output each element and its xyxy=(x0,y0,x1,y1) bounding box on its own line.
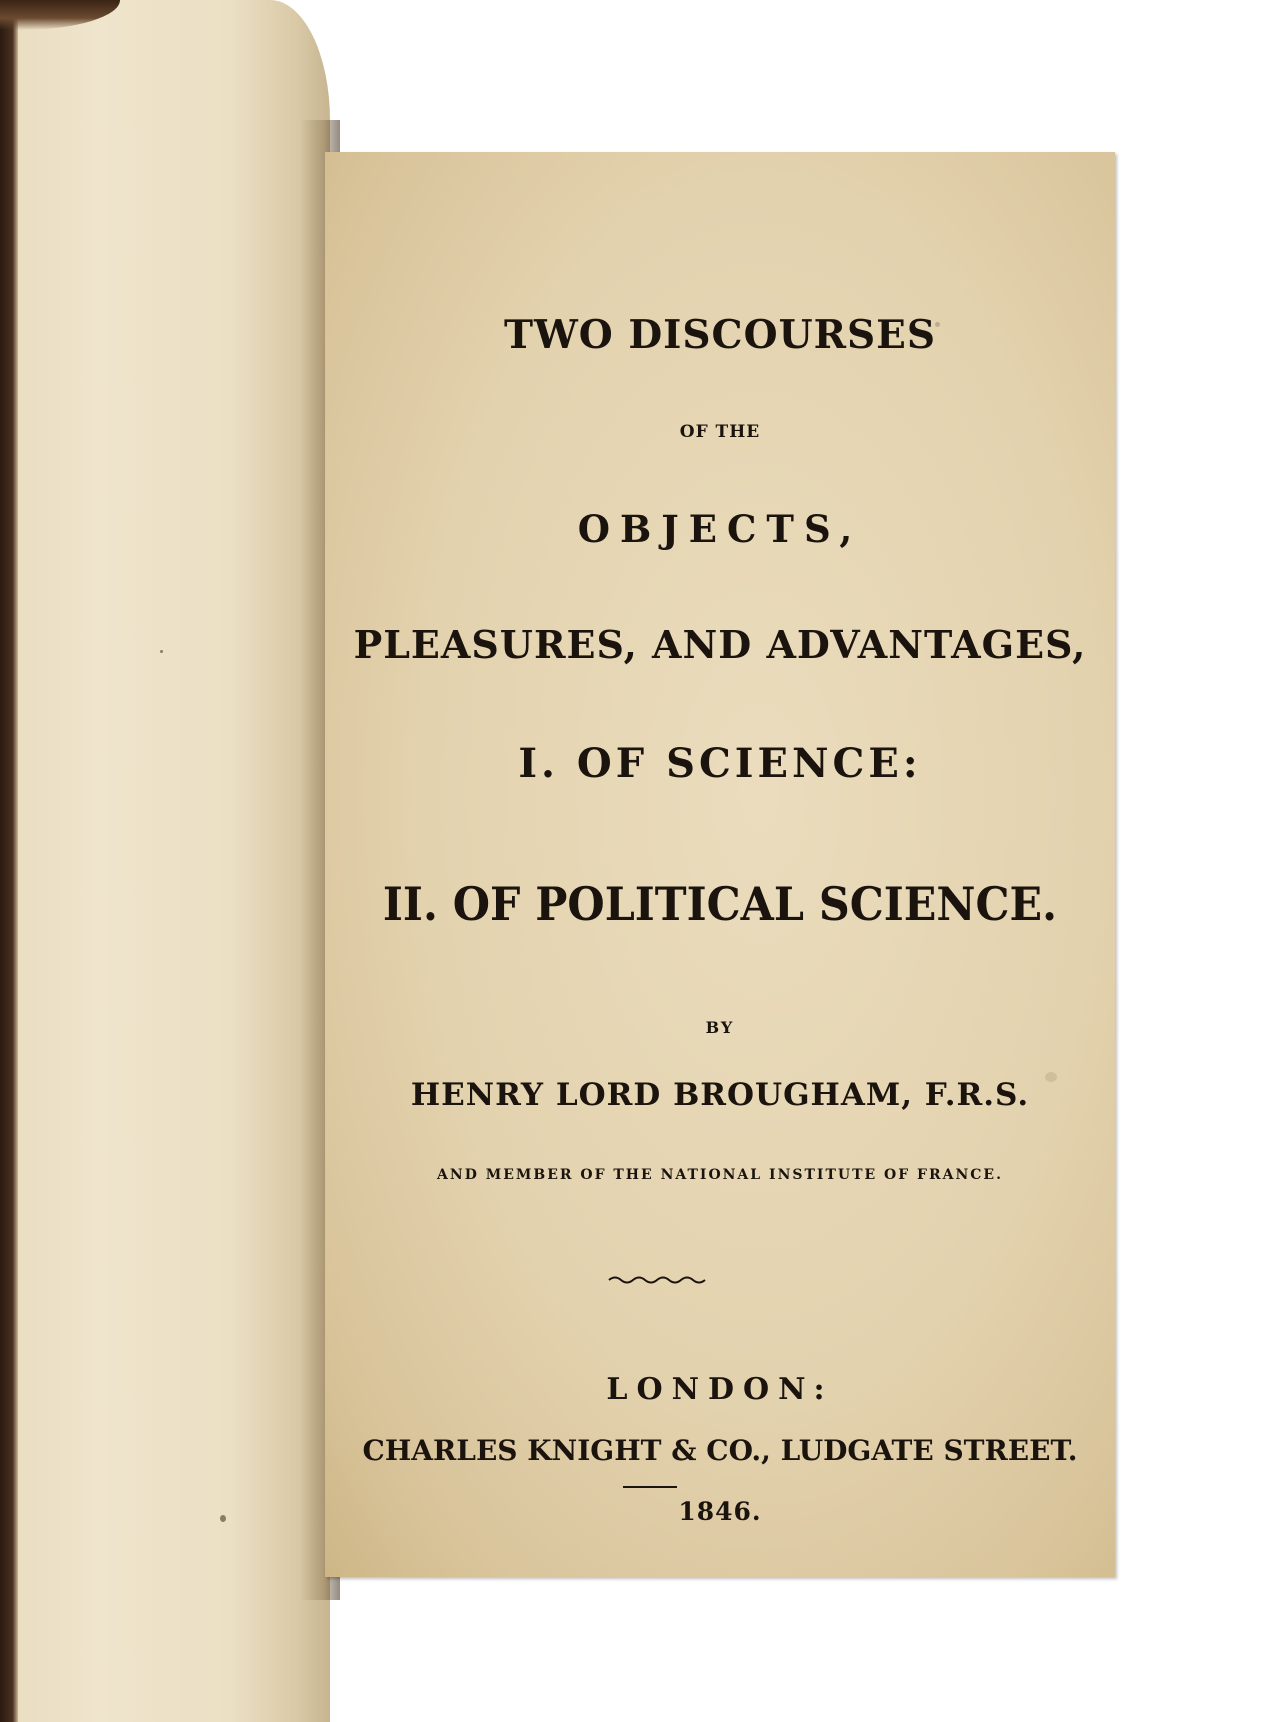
author-membership: AND MEMBER OF THE NATIONAL INSTITUTE OF FRANCE. xyxy=(437,1167,1003,1183)
book-title: TWO DISCOURSES xyxy=(503,312,937,358)
publication-city: LONDON: xyxy=(606,1372,834,1407)
ornament-rule xyxy=(607,1272,707,1288)
short-rule xyxy=(623,1486,677,1488)
title-objects: OBJECTS, xyxy=(577,507,863,551)
discourse-one: I. OF SCIENCE: xyxy=(518,740,922,787)
publication-year: 1846. xyxy=(678,1497,762,1526)
book-cover-edge xyxy=(0,0,18,1722)
book-cover-corner xyxy=(0,0,120,30)
paper-speck xyxy=(160,650,163,653)
left-facing-page xyxy=(0,0,330,1722)
title-connector: OF THE xyxy=(679,422,761,442)
author-name: HENRY LORD BROUGHAM, F.R.S. xyxy=(410,1077,1030,1113)
paper-stain xyxy=(1045,1072,1057,1082)
paper-speck xyxy=(935,322,940,327)
paper-speck xyxy=(220,1515,226,1522)
title-page xyxy=(325,152,1115,1577)
title-pleasures: PLEASURES, AND ADVANTAGES, xyxy=(353,622,1087,667)
by-line: BY xyxy=(705,1018,735,1037)
publisher: CHARLES KNIGHT & CO., LUDGATE STREET. xyxy=(362,1434,1078,1467)
discourse-two: II. OF POLITICAL SCIENCE. xyxy=(382,877,1058,931)
